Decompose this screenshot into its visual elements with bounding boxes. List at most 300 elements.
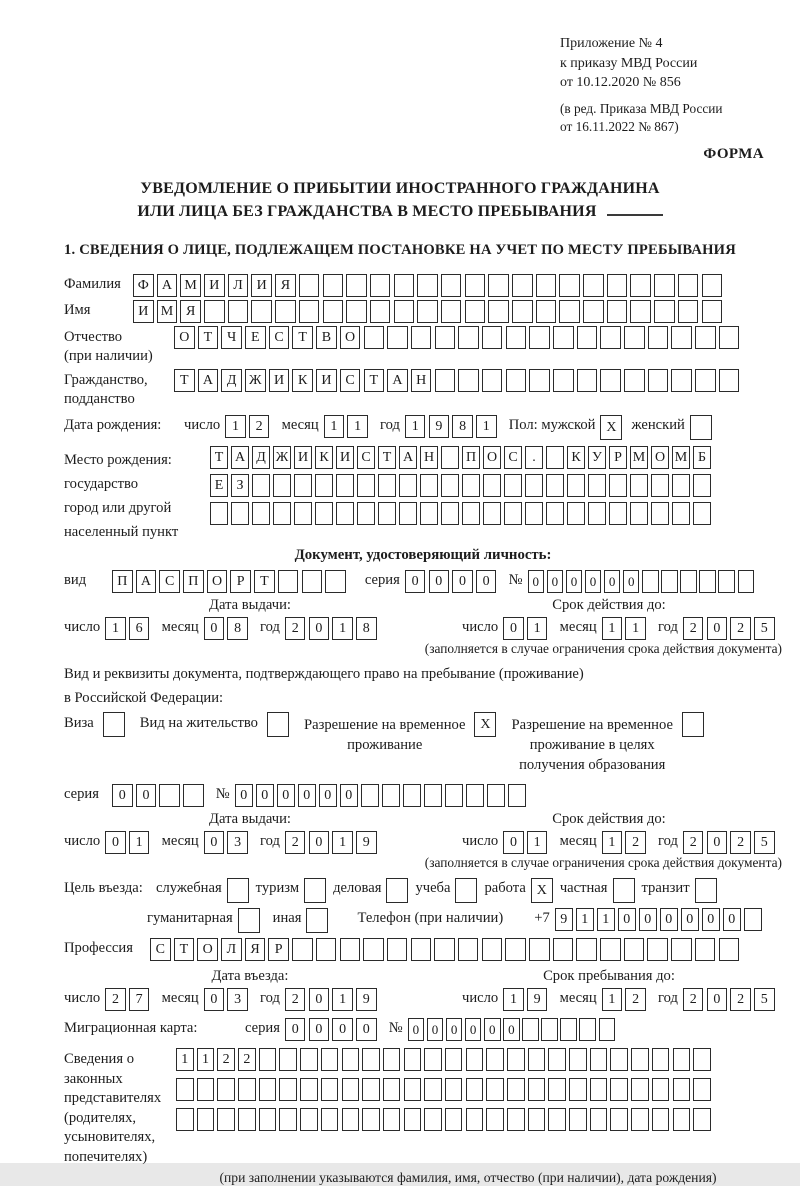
char-cell[interactable]: [323, 274, 344, 297]
char-cell[interactable]: [238, 1078, 256, 1101]
char-cell[interactable]: [588, 474, 606, 497]
char-cell[interactable]: 0: [528, 570, 545, 593]
char-cell[interactable]: А: [399, 446, 417, 469]
char-cell[interactable]: [695, 326, 716, 349]
char-cell[interactable]: [315, 474, 333, 497]
char-cell[interactable]: [252, 474, 270, 497]
char-cell[interactable]: 0: [681, 908, 699, 931]
char-cell[interactable]: [267, 712, 289, 737]
char-cell[interactable]: [321, 1108, 339, 1131]
char-cell[interactable]: [588, 502, 606, 525]
char-cell[interactable]: [529, 326, 550, 349]
char-cell[interactable]: [417, 300, 438, 323]
char-cell[interactable]: И: [133, 300, 154, 323]
char-cell[interactable]: 9: [356, 831, 377, 854]
char-cell[interactable]: М: [157, 300, 178, 323]
char-cell[interactable]: [548, 1048, 566, 1071]
char-cell[interactable]: [399, 502, 417, 525]
char-cell[interactable]: Ж: [245, 369, 266, 392]
char-cell[interactable]: 1: [324, 415, 345, 438]
char-cell[interactable]: [357, 502, 375, 525]
char-cell[interactable]: [504, 502, 522, 525]
char-cell[interactable]: 1: [602, 988, 623, 1011]
char-cell[interactable]: 1: [527, 617, 548, 640]
char-cell[interactable]: Т: [292, 326, 313, 349]
char-cell[interactable]: У: [588, 446, 606, 469]
char-cell[interactable]: [346, 274, 367, 297]
char-cell[interactable]: [382, 784, 400, 807]
char-cell[interactable]: [399, 474, 417, 497]
char-cell[interactable]: 5: [754, 617, 775, 640]
char-cell[interactable]: [648, 326, 669, 349]
char-cell[interactable]: 1: [129, 831, 150, 854]
char-cell[interactable]: 2: [683, 831, 704, 854]
char-cell[interactable]: [197, 1078, 215, 1101]
char-cell[interactable]: [383, 1108, 401, 1131]
char-cell[interactable]: 0: [604, 570, 621, 593]
char-cell[interactable]: 9: [429, 415, 450, 438]
char-cell[interactable]: А: [136, 570, 157, 593]
char-cell[interactable]: [462, 474, 480, 497]
char-cell[interactable]: [228, 300, 249, 323]
char-cell[interactable]: О: [207, 570, 228, 593]
char-cell[interactable]: 0: [623, 570, 640, 593]
char-cell[interactable]: 1: [197, 1048, 215, 1071]
char-cell[interactable]: [279, 1048, 297, 1071]
char-cell[interactable]: 1: [347, 415, 368, 438]
char-cell[interactable]: [671, 326, 692, 349]
char-cell[interactable]: [528, 1048, 546, 1071]
char-cell[interactable]: [718, 570, 735, 593]
char-cell[interactable]: Т: [378, 446, 396, 469]
char-cell[interactable]: 1: [602, 831, 623, 854]
char-cell[interactable]: [541, 1018, 558, 1041]
char-cell[interactable]: К: [567, 446, 585, 469]
char-cell[interactable]: [719, 938, 740, 961]
char-cell[interactable]: В: [316, 326, 337, 349]
char-cell[interactable]: Ф: [133, 274, 154, 297]
char-cell[interactable]: Т: [198, 326, 219, 349]
char-cell[interactable]: 0: [446, 1018, 463, 1041]
char-cell[interactable]: Е: [210, 474, 228, 497]
char-cell[interactable]: [693, 474, 711, 497]
char-cell[interactable]: М: [672, 446, 690, 469]
char-cell[interactable]: Н: [420, 446, 438, 469]
char-cell[interactable]: [719, 369, 740, 392]
char-cell[interactable]: [693, 1108, 711, 1131]
char-cell[interactable]: 0: [503, 831, 524, 854]
char-cell[interactable]: 0: [309, 1018, 330, 1041]
char-cell[interactable]: [279, 1108, 297, 1131]
char-cell[interactable]: [690, 415, 712, 440]
char-cell[interactable]: [624, 326, 645, 349]
char-cell[interactable]: К: [315, 446, 333, 469]
char-cell[interactable]: [624, 369, 645, 392]
char-cell[interactable]: 1: [105, 617, 126, 640]
char-cell[interactable]: [441, 446, 459, 469]
char-cell[interactable]: [579, 1018, 596, 1041]
char-cell[interactable]: [546, 474, 564, 497]
char-cell[interactable]: [458, 369, 479, 392]
char-cell[interactable]: 9: [527, 988, 548, 1011]
char-cell[interactable]: А: [157, 274, 178, 297]
char-cell[interactable]: [671, 938, 692, 961]
char-cell[interactable]: [227, 878, 249, 903]
char-cell[interactable]: [455, 878, 477, 903]
char-cell[interactable]: [607, 300, 628, 323]
char-cell[interactable]: 0: [277, 784, 295, 807]
char-cell[interactable]: 9: [356, 988, 377, 1011]
char-cell[interactable]: 0: [702, 908, 720, 931]
char-cell[interactable]: 0: [256, 784, 274, 807]
char-cell[interactable]: [695, 938, 716, 961]
char-cell[interactable]: [672, 502, 690, 525]
char-cell[interactable]: [559, 274, 580, 297]
char-cell[interactable]: [609, 502, 627, 525]
char-cell[interactable]: А: [198, 369, 219, 392]
char-cell[interactable]: [361, 784, 379, 807]
char-cell[interactable]: [577, 326, 598, 349]
char-cell[interactable]: [231, 502, 249, 525]
char-cell[interactable]: Е: [245, 326, 266, 349]
char-cell[interactable]: [336, 502, 354, 525]
char-cell[interactable]: [217, 1078, 235, 1101]
char-cell[interactable]: О: [174, 326, 195, 349]
char-cell[interactable]: 0: [639, 908, 657, 931]
char-cell[interactable]: 6: [129, 617, 150, 640]
char-cell[interactable]: 0: [235, 784, 253, 807]
char-cell[interactable]: [383, 1078, 401, 1101]
char-cell[interactable]: 3: [227, 988, 248, 1011]
char-cell[interactable]: 0: [340, 784, 358, 807]
char-cell[interactable]: [529, 938, 550, 961]
char-cell[interactable]: [362, 1048, 380, 1071]
char-cell[interactable]: [600, 326, 621, 349]
char-cell[interactable]: [630, 474, 648, 497]
char-cell[interactable]: [548, 1108, 566, 1131]
char-cell[interactable]: [678, 300, 699, 323]
char-cell[interactable]: 0: [356, 1018, 377, 1041]
char-cell[interactable]: 3: [227, 831, 248, 854]
char-cell[interactable]: 1: [503, 988, 524, 1011]
char-cell[interactable]: 0: [405, 570, 426, 593]
char-cell[interactable]: [342, 1078, 360, 1101]
char-cell[interactable]: [590, 1078, 608, 1101]
char-cell[interactable]: [693, 1078, 711, 1101]
char-cell[interactable]: [238, 1108, 256, 1131]
char-cell[interactable]: [651, 474, 669, 497]
char-cell[interactable]: 0: [707, 617, 728, 640]
char-cell[interactable]: [465, 274, 486, 297]
char-cell[interactable]: [507, 1078, 525, 1101]
char-cell[interactable]: 0: [476, 570, 497, 593]
char-cell[interactable]: [252, 502, 270, 525]
char-cell[interactable]: [420, 474, 438, 497]
char-cell[interactable]: [292, 938, 313, 961]
char-cell[interactable]: [299, 300, 320, 323]
char-cell[interactable]: [159, 784, 180, 807]
char-cell[interactable]: [273, 474, 291, 497]
char-cell[interactable]: [654, 300, 675, 323]
char-cell[interactable]: [342, 1048, 360, 1071]
char-cell[interactable]: [610, 1078, 628, 1101]
char-cell[interactable]: [528, 1078, 546, 1101]
char-cell[interactable]: Л: [228, 274, 249, 297]
char-cell[interactable]: [441, 274, 462, 297]
char-cell[interactable]: С: [504, 446, 522, 469]
char-cell[interactable]: П: [183, 570, 204, 593]
char-cell[interactable]: [719, 326, 740, 349]
char-cell[interactable]: О: [651, 446, 669, 469]
char-cell[interactable]: 0: [309, 831, 330, 854]
char-cell[interactable]: [378, 474, 396, 497]
char-cell[interactable]: Р: [609, 446, 627, 469]
char-cell[interactable]: 0: [204, 617, 225, 640]
char-cell[interactable]: [300, 1078, 318, 1101]
char-cell[interactable]: [529, 369, 550, 392]
char-cell[interactable]: [404, 1108, 422, 1131]
char-cell[interactable]: 5: [754, 988, 775, 1011]
char-cell[interactable]: М: [630, 446, 648, 469]
char-cell[interactable]: [680, 570, 697, 593]
char-cell[interactable]: [357, 474, 375, 497]
char-cell[interactable]: [661, 570, 678, 593]
char-cell[interactable]: [507, 1108, 525, 1131]
char-cell[interactable]: [652, 1048, 670, 1071]
char-cell[interactable]: [404, 1078, 422, 1101]
char-cell[interactable]: [411, 938, 432, 961]
char-cell[interactable]: Т: [254, 570, 275, 593]
char-cell[interactable]: О: [197, 938, 218, 961]
char-cell[interactable]: 0: [660, 908, 678, 931]
char-cell[interactable]: 1: [225, 415, 246, 438]
char-cell[interactable]: [445, 1108, 463, 1131]
char-cell[interactable]: [411, 326, 432, 349]
char-cell[interactable]: [435, 326, 456, 349]
char-cell[interactable]: [546, 502, 564, 525]
char-cell[interactable]: [506, 326, 527, 349]
char-cell[interactable]: [693, 502, 711, 525]
char-cell[interactable]: [204, 300, 225, 323]
char-cell[interactable]: [103, 712, 125, 737]
char-cell[interactable]: [576, 938, 597, 961]
char-cell[interactable]: [482, 938, 503, 961]
char-cell[interactable]: [404, 1048, 422, 1071]
char-cell[interactable]: [651, 502, 669, 525]
char-cell[interactable]: [613, 878, 635, 903]
char-cell[interactable]: [445, 1048, 463, 1071]
char-cell[interactable]: [693, 1048, 711, 1071]
char-cell[interactable]: [559, 300, 580, 323]
char-cell[interactable]: 0: [585, 570, 602, 593]
char-cell[interactable]: [482, 326, 503, 349]
char-cell[interactable]: 5: [754, 831, 775, 854]
char-cell[interactable]: [342, 1108, 360, 1131]
char-cell[interactable]: Р: [230, 570, 251, 593]
char-cell[interactable]: [487, 784, 505, 807]
char-cell[interactable]: Т: [364, 369, 385, 392]
char-cell[interactable]: [466, 1108, 484, 1131]
char-cell[interactable]: .: [525, 446, 543, 469]
char-cell[interactable]: [370, 300, 391, 323]
char-cell[interactable]: [238, 908, 260, 933]
char-cell[interactable]: [210, 502, 228, 525]
char-cell[interactable]: [378, 502, 396, 525]
char-cell[interactable]: А: [387, 369, 408, 392]
char-cell[interactable]: [466, 1048, 484, 1071]
char-cell[interactable]: 1: [332, 617, 353, 640]
char-cell[interactable]: [525, 474, 543, 497]
char-cell[interactable]: 1: [176, 1048, 194, 1071]
char-cell[interactable]: [294, 474, 312, 497]
char-cell[interactable]: [631, 1078, 649, 1101]
char-cell[interactable]: [424, 1048, 442, 1071]
char-cell[interactable]: [176, 1108, 194, 1131]
char-cell[interactable]: [512, 300, 533, 323]
char-cell[interactable]: [300, 1048, 318, 1071]
char-cell[interactable]: 0: [503, 617, 524, 640]
char-cell[interactable]: 0: [319, 784, 337, 807]
char-cell[interactable]: X: [474, 712, 496, 737]
char-cell[interactable]: Т: [174, 938, 195, 961]
char-cell[interactable]: [304, 878, 326, 903]
char-cell[interactable]: И: [204, 274, 225, 297]
char-cell[interactable]: [488, 274, 509, 297]
char-cell[interactable]: [424, 784, 442, 807]
char-cell[interactable]: И: [251, 274, 272, 297]
char-cell[interactable]: [316, 938, 337, 961]
char-cell[interactable]: [652, 1108, 670, 1131]
char-cell[interactable]: Я: [275, 274, 296, 297]
char-cell[interactable]: [462, 502, 480, 525]
char-cell[interactable]: [654, 274, 675, 297]
char-cell[interactable]: 8: [227, 617, 248, 640]
char-cell[interactable]: Д: [221, 369, 242, 392]
char-cell[interactable]: [299, 274, 320, 297]
char-cell[interactable]: [648, 369, 669, 392]
char-cell[interactable]: [394, 300, 415, 323]
char-cell[interactable]: 0: [427, 1018, 444, 1041]
char-cell[interactable]: [362, 1078, 380, 1101]
char-cell[interactable]: 0: [618, 908, 636, 931]
char-cell[interactable]: 0: [707, 831, 728, 854]
char-cell[interactable]: [695, 878, 717, 903]
char-cell[interactable]: 8: [452, 415, 473, 438]
char-cell[interactable]: 0: [484, 1018, 501, 1041]
char-cell[interactable]: С: [340, 369, 361, 392]
char-cell[interactable]: [504, 474, 522, 497]
char-cell[interactable]: 0: [298, 784, 316, 807]
char-cell[interactable]: [483, 474, 501, 497]
char-cell[interactable]: [176, 1078, 194, 1101]
char-cell[interactable]: Я: [180, 300, 201, 323]
char-cell[interactable]: [590, 1108, 608, 1131]
char-cell[interactable]: М: [180, 274, 201, 297]
char-cell[interactable]: [610, 1048, 628, 1071]
char-cell[interactable]: 1: [602, 617, 623, 640]
char-cell[interactable]: И: [294, 446, 312, 469]
char-cell[interactable]: З: [231, 474, 249, 497]
char-cell[interactable]: 0: [452, 570, 473, 593]
char-cell[interactable]: [275, 300, 296, 323]
char-cell[interactable]: Ж: [273, 446, 291, 469]
char-cell[interactable]: 1: [597, 908, 615, 931]
char-cell[interactable]: 2: [105, 988, 126, 1011]
char-cell[interactable]: 2: [285, 988, 306, 1011]
char-cell[interactable]: Л: [221, 938, 242, 961]
char-cell[interactable]: [567, 502, 585, 525]
char-cell[interactable]: [673, 1048, 691, 1071]
char-cell[interactable]: О: [483, 446, 501, 469]
char-cell[interactable]: [560, 1018, 577, 1041]
char-cell[interactable]: 0: [105, 831, 126, 854]
char-cell[interactable]: [577, 369, 598, 392]
char-cell[interactable]: [300, 1108, 318, 1131]
char-cell[interactable]: П: [462, 446, 480, 469]
char-cell[interactable]: Т: [210, 446, 228, 469]
char-cell[interactable]: И: [316, 369, 337, 392]
char-cell[interactable]: [630, 502, 648, 525]
char-cell[interactable]: [583, 300, 604, 323]
char-cell[interactable]: [434, 938, 455, 961]
char-cell[interactable]: 1: [576, 908, 594, 931]
char-cell[interactable]: [599, 1018, 616, 1041]
char-cell[interactable]: [610, 1108, 628, 1131]
char-cell[interactable]: 2: [683, 617, 704, 640]
char-cell[interactable]: С: [159, 570, 180, 593]
char-cell[interactable]: [217, 1108, 235, 1131]
char-cell[interactable]: 0: [547, 570, 564, 593]
char-cell[interactable]: [403, 784, 421, 807]
char-cell[interactable]: [672, 474, 690, 497]
char-cell[interactable]: [340, 938, 361, 961]
char-cell[interactable]: Б: [693, 446, 711, 469]
char-cell[interactable]: [445, 784, 463, 807]
char-cell[interactable]: [279, 1078, 297, 1101]
char-cell[interactable]: [323, 300, 344, 323]
char-cell[interactable]: 2: [238, 1048, 256, 1071]
char-cell[interactable]: 2: [217, 1048, 235, 1071]
char-cell[interactable]: 2: [730, 617, 751, 640]
char-cell[interactable]: [273, 502, 291, 525]
char-cell[interactable]: [302, 570, 323, 593]
char-cell[interactable]: [294, 502, 312, 525]
char-cell[interactable]: С: [150, 938, 171, 961]
char-cell[interactable]: [548, 1078, 566, 1101]
char-cell[interactable]: [336, 474, 354, 497]
char-cell[interactable]: [631, 1108, 649, 1131]
char-cell[interactable]: [600, 369, 621, 392]
char-cell[interactable]: [678, 274, 699, 297]
char-cell[interactable]: [652, 1078, 670, 1101]
char-cell[interactable]: 2: [730, 988, 751, 1011]
char-cell[interactable]: [507, 1048, 525, 1071]
char-cell[interactable]: 2: [683, 988, 704, 1011]
char-cell[interactable]: 1: [405, 415, 426, 438]
char-cell[interactable]: [363, 938, 384, 961]
char-cell[interactable]: [278, 570, 299, 593]
char-cell[interactable]: 9: [555, 908, 573, 931]
char-cell[interactable]: [671, 369, 692, 392]
char-cell[interactable]: [383, 1048, 401, 1071]
char-cell[interactable]: 0: [204, 988, 225, 1011]
char-cell[interactable]: [486, 1108, 504, 1131]
char-cell[interactable]: [387, 326, 408, 349]
char-cell[interactable]: 0: [112, 784, 133, 807]
char-cell[interactable]: [583, 274, 604, 297]
char-cell[interactable]: [486, 1078, 504, 1101]
char-cell[interactable]: [482, 369, 503, 392]
